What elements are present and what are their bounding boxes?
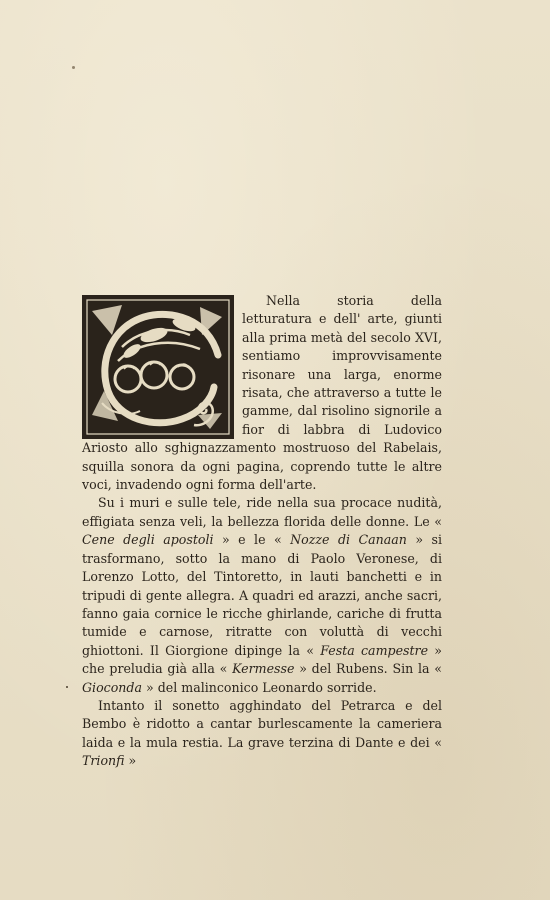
text-segment: » del Rubens. Sin la « [294, 661, 442, 677]
italic-title: Gioconda [82, 679, 142, 695]
text-segment: Intanto il sonetto agghindato del Petrarca e del Bembo è ridotto a cantar burlescamente la cameriera laida e la mula restia. La grave terzina di Dante e dei « [82, 697, 442, 750]
italic-title: Nozze di Canaan [290, 532, 407, 548]
body-text [82, 292, 442, 771]
decorative-initial-letter-icon [82, 295, 234, 439]
text-segment: » e le « [213, 532, 291, 548]
text-segment: » che preludia già alla « [82, 642, 443, 677]
text-segment: » [124, 753, 137, 769]
italic-title: Festa campestre [320, 642, 429, 658]
margin-mark [66, 686, 68, 688]
italic-title: Cene degli apostoli [82, 532, 214, 548]
paragraph-2 [82, 494, 442, 696]
text-segment: » si trasformano, sotto la mano di Paolo Veronese, di Lorenzo Lotto, del Tintoretto, in lauti banchetti e in tripudi di gente allegra. A quadri ed arazzi, anche sacri, fanno gaia cornice le ricche ghirlande, cariche di frutta tumide e carnose, ritratte con voluttà di vecchi ghiottoni. Il Giorgione dipinge la « [82, 532, 442, 658]
paper-speck [72, 66, 75, 69]
paragraph-3 [82, 697, 442, 771]
text-segment: Su i muri e sulle tele, ride nella sua procace nudità, effigiata senza veli, la bellezza florida delle donne. Le « [82, 495, 442, 529]
italic-title: Kermesse [232, 661, 295, 677]
italic-title: Trionfi [82, 753, 125, 769]
text-segment: » del malinconico Leonardo sorride. [142, 679, 377, 695]
paragraph-1: Nella storia della letturatura e dell' arte, giunti alla prima metà del secolo XVI, sentiamo improvvisamente risonare una larga, enorme risata, che attraverso a tutte le gamme, dal risolino signorile a fior di labbra di Ludovico Ariosto allo sghignazzamento mostruoso del Rabelais, squilla sonora da ogni pagina, coprendo tutte le altre voci, invadendo ogni forma dell'arte. [82, 293, 442, 493]
